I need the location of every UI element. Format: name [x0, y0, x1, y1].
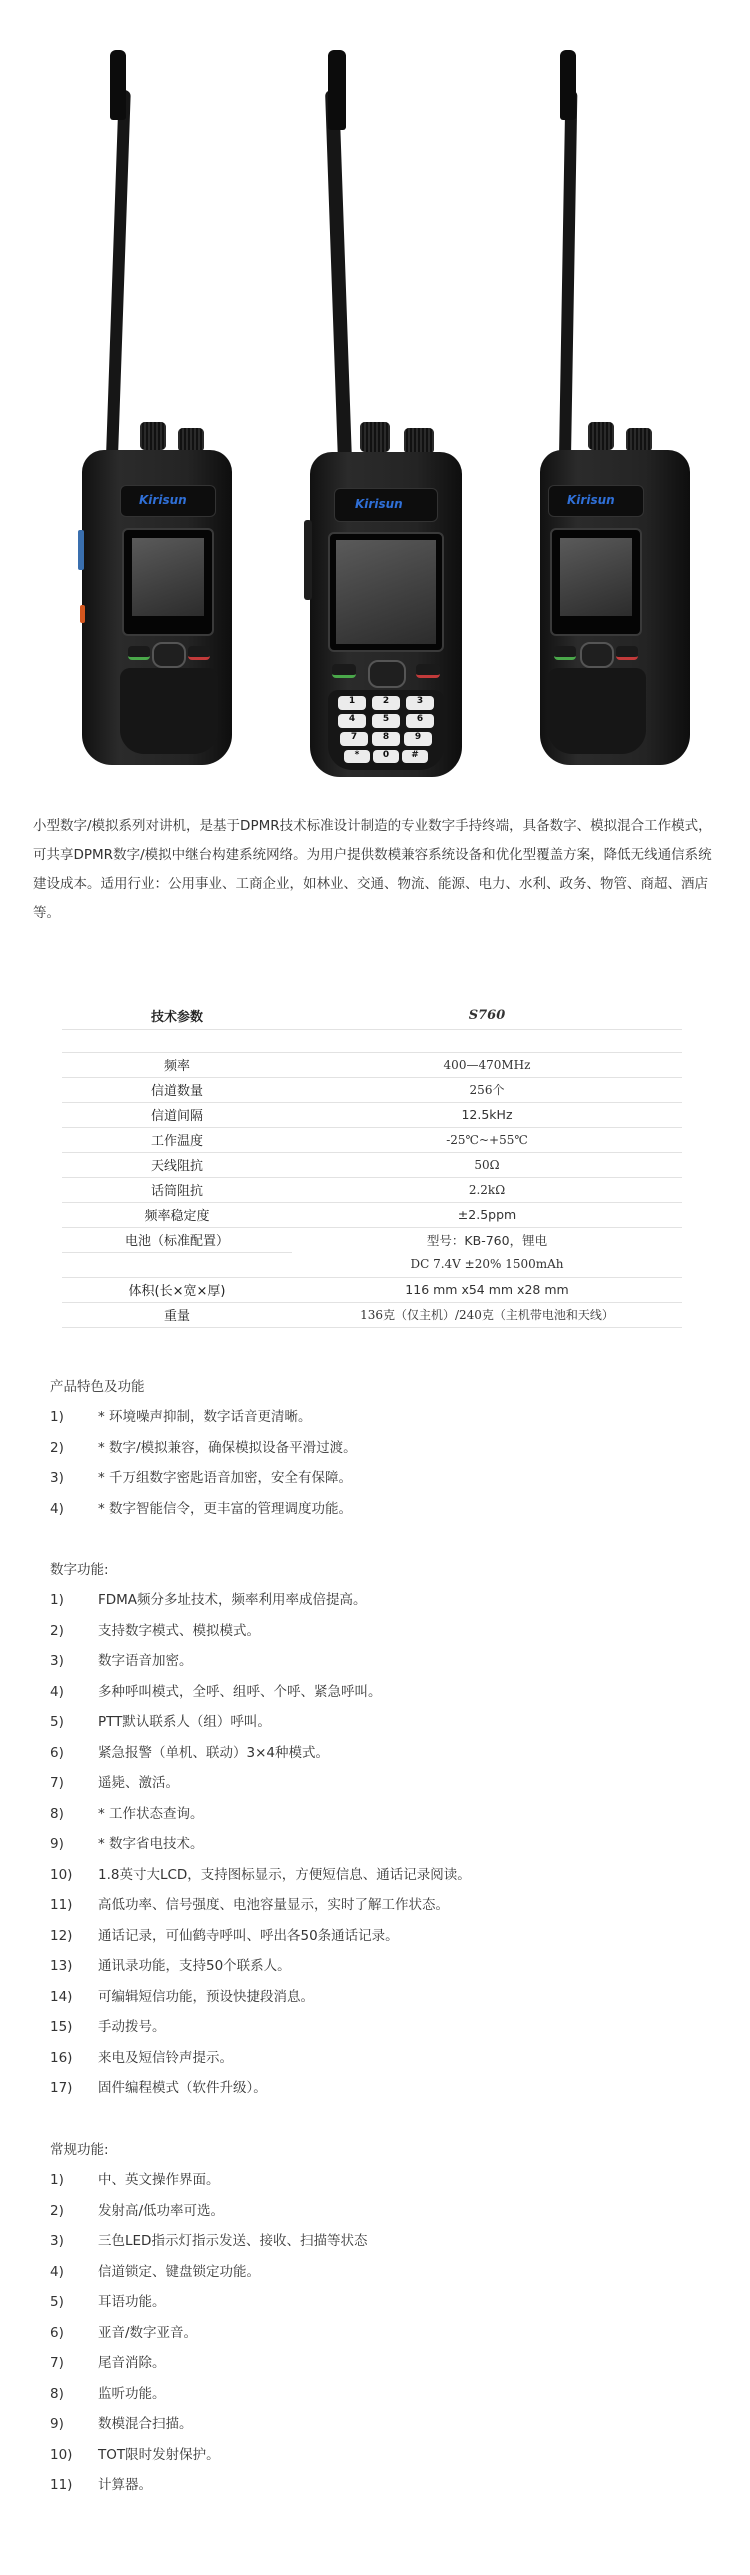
list-item: 11) 计算器。 — [50, 2477, 152, 2493]
list-item: 1) FDMA频分多址技术，频率利用率成倍提高。 — [50, 1592, 367, 1608]
list-item: 8) * 工作状态查询。 — [50, 1805, 204, 1822]
digital-title: 数字功能: — [50, 1562, 109, 1578]
list-item: 3) 三色LED指示灯指示发送、接收、扫描等状态 — [50, 2233, 368, 2249]
features-section — [50, 1372, 700, 1524]
features-title: 产品特色及功能 — [50, 1379, 145, 1395]
general-functions-section — [50, 2135, 700, 2501]
spec-header-row — [62, 1002, 682, 1029]
list-item: 5) PTT默认联系人（组）呼叫。 — [50, 1714, 271, 1730]
list-item: 6) 亚音/数字亚音。 — [50, 2324, 198, 2341]
list-item: 12) 通话记录，可仙鹤寺呼叫、呼出各50条通话记录。 — [50, 1927, 399, 1944]
spec-row: 频率 400—470MHz — [62, 1052, 682, 1077]
spec-row: DC 7.4V ±20% 1500mAh — [62, 1252, 682, 1277]
list-item: 16) 来电及短信铃声提示。 — [50, 2049, 233, 2066]
list-item: 9) 数模混合扫描。 — [50, 2416, 193, 2432]
list-item: 5) 耳语功能。 — [50, 2294, 166, 2310]
list-item: 6) 紧急报警（单机、联动）3×4种模式。 — [50, 1744, 329, 1761]
spec-row: 信道间隔 12.5kHz — [62, 1102, 682, 1127]
spec-header-label: 技术参数 — [62, 1002, 292, 1029]
list-item: 7) 尾音消除。 — [50, 2355, 166, 2371]
spec-row: 工作温度 -25℃~+55℃ — [62, 1127, 682, 1152]
list-item: 1) * 环境噪声抑制，数字话音更清晰。 — [50, 1409, 312, 1425]
list-item: 2) * 数字/模拟兼容，确保模拟设备平滑过渡。 — [50, 1439, 357, 1456]
list-item: 4) 多种呼叫模式，全呼、组呼、个呼、紧急呼叫。 — [50, 1683, 382, 1700]
list-item: 13) 通讯录功能，支持50个联系人。 — [50, 1958, 291, 1974]
radio-right-view — [530, 50, 700, 770]
list-item: 2) 支持数字模式、模拟模式。 — [50, 1622, 260, 1639]
list-item: 4) * 数字智能信令，更丰富的管理调度功能。 — [50, 1500, 353, 1517]
list-item: 10) TOT限时发射保护。 — [50, 2446, 220, 2463]
list-item: 15) 手动拨号。 — [50, 2019, 166, 2035]
list-item: 14) 可编辑短信功能，预设快捷段消息。 — [50, 1988, 314, 2005]
intro-paragraph: 小型数字/模拟系列对讲机，是基于DPMR技术标准设计制造的专业数字手持终端，具备数字、模拟混合工作模式，可共享DPMR数字/模拟中继台构建系统网络。为用户提供数模兼容系统设备和优化型覆盖方案，降低无线通信系统建设成本。适用行业：公用事业、工商企业，如林业、交通、物流、能源、电力、水利、政务、物管、商超、酒店等。 — [33, 818, 712, 921]
list-item: 9) * 数字省电技术。 — [50, 1836, 204, 1852]
list-item: 4) 信道锁定、键盘锁定功能。 — [50, 2263, 260, 2280]
list-item: 1) 中、英文操作界面。 — [50, 2172, 220, 2188]
spec-header-model: S760 — [292, 1002, 682, 1029]
list-item: 2) 发射高/低功率可选。 — [50, 2202, 225, 2219]
radio-left-view — [70, 50, 240, 770]
keypad: 1 2 3 4 5 6 7 8 9 * 0 # — [328, 690, 444, 770]
radio-front-view — [300, 50, 470, 780]
digital-functions-section — [50, 1555, 700, 2104]
spec-table — [62, 1002, 682, 1328]
spec-row: 体积(长×宽×厚) 116 mm x54 mm x28 mm — [62, 1277, 682, 1302]
spec-row: 天线阻抗 50Ω — [62, 1152, 682, 1177]
list-item: 11) 高低功率、信号强度、电池容量显示，实时了解工作状态。 — [50, 1897, 449, 1913]
list-item: 7) 遥毙、激活。 — [50, 1775, 179, 1791]
list-item: 17) 固件编程模式（软件升级）。 — [50, 2080, 267, 2096]
lcd-screen — [132, 538, 204, 616]
spec-row: 重量 136克（仅主机）/240克（主机带电池和天线） — [62, 1302, 682, 1327]
product-photo — [0, 0, 750, 800]
general-title: 常规功能: — [50, 2142, 109, 2158]
list-item: 3) * 千万组数字密匙语音加密，安全有保障。 — [50, 1470, 353, 1486]
spec-row: 话筒阻抗 2.2kΩ — [62, 1177, 682, 1202]
brand-logo-center: Kirisun — [355, 497, 403, 511]
brand-logo-right: Kirisun — [567, 493, 615, 507]
brand-logo: Kirisun — [139, 493, 187, 507]
list-item: 3) 数字语音加密。 — [50, 1653, 193, 1669]
spec-row: 信道数量 256个 — [62, 1077, 682, 1102]
spec-row: 频率稳定度 ±2.5ppm — [62, 1202, 682, 1227]
spec-row: 电池（标准配置） 型号：KB-760，锂电 — [62, 1227, 682, 1252]
list-item: 10) 1.8英寸大LCD，支持图标显示，方便短信息、通话记录阅读。 — [50, 1866, 471, 1883]
list-item: 8) 监听功能。 — [50, 2385, 166, 2402]
